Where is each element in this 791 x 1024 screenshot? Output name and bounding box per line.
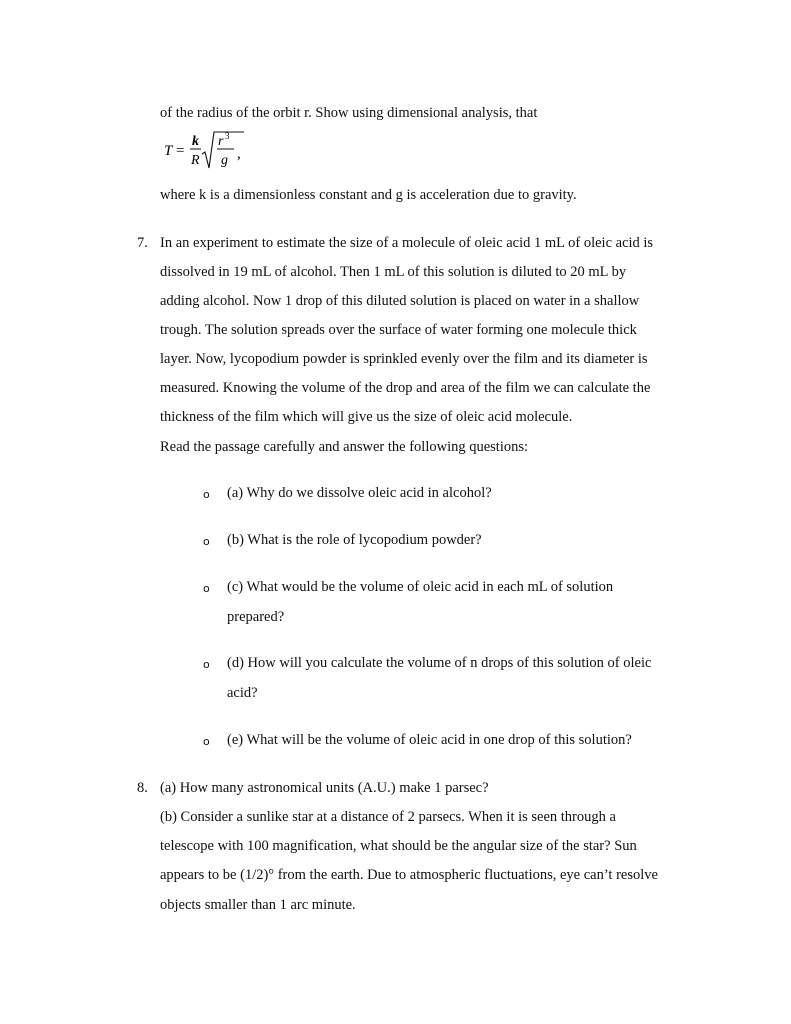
intro-text-line: where k is a dimensionless constant and g is acceleration due to gravity. bbox=[160, 187, 577, 203]
formula-radicand-denominator: g bbox=[221, 153, 228, 168]
bullet-icon: o bbox=[203, 488, 210, 501]
q7-text-line: adding alcohol. Now 1 drop of this diluted solution is placed on water in a shallow bbox=[160, 293, 640, 309]
q8-text-line: telescope with 100 magnification, what should be the angular size of the star? Sun bbox=[160, 838, 637, 854]
bullet-icon: o bbox=[203, 582, 210, 595]
q8-text-line: (a) How many astronomical units (A.U.) make 1 parsec? bbox=[160, 780, 489, 796]
subquestion-e: (e) What will be the volume of oleic acid in one drop of this solution? bbox=[227, 732, 632, 748]
formula-radicand-exponent: 3 bbox=[225, 131, 230, 141]
q8-text-line: appears to be (1/2)° from the earth. Due to atmospheric fluctuations, eye can’t resolve bbox=[160, 867, 658, 883]
q7-text-line: measured. Knowing the volume of the drop and area of the film we can calculate the bbox=[160, 380, 651, 396]
bullet-icon: o bbox=[203, 535, 210, 548]
q7-text-line: Read the passage carefully and answer the following questions: bbox=[160, 439, 529, 455]
q7-text-line: thickness of the film which will give us the size of oleic acid molecule. bbox=[160, 409, 573, 425]
subquestion-d-continued: acid? bbox=[227, 685, 258, 701]
period-formula-svg bbox=[162, 130, 262, 174]
q7-text-line: dissolved in 19 mL of alcohol. Then 1 mL of this solution is diluted to 20 mL by bbox=[160, 264, 627, 280]
subquestion-b: (b) What is the role of lycopodium powder? bbox=[227, 532, 482, 548]
intro-text-line: of the radius of the orbit r. Show using dimensional analysis, that bbox=[160, 105, 538, 121]
formula-denominator: R bbox=[191, 153, 200, 168]
formula-equals: = bbox=[176, 143, 185, 159]
subquestion-d: (d) How will you calculate the volume of n drops of this solution of oleic bbox=[227, 655, 652, 671]
bullet-icon: o bbox=[203, 658, 210, 671]
question-number: 7. bbox=[137, 235, 148, 251]
formula-trailing-comma: , bbox=[237, 146, 241, 162]
q7-text-line: trough. The solution spreads over the surface of water forming one molecule thick bbox=[160, 322, 637, 338]
q8-text-line: (b) Consider a sunlike star at a distance of 2 parsecs. When it is seen through a bbox=[160, 809, 616, 825]
subquestion-c: (c) What would be the volume of oleic acid in each mL of solution bbox=[227, 579, 614, 595]
q7-text-line: layer. Now, lycopodium powder is sprinkled evenly over the film and its diameter is bbox=[160, 351, 648, 367]
q7-text-line: In an experiment to estimate the size of a molecule of oleic acid 1 mL of oleic acid is bbox=[160, 235, 654, 251]
subquestion-a: (a) Why do we dissolve oleic acid in alcohol? bbox=[227, 485, 492, 501]
question-number: 8. bbox=[137, 780, 148, 796]
bullet-icon: o bbox=[203, 735, 210, 748]
formula-numerator: k bbox=[192, 134, 199, 149]
formula-lhs: T bbox=[164, 143, 173, 159]
formula-radicand-numerator: r bbox=[218, 134, 224, 149]
subquestion-c-continued: prepared? bbox=[227, 609, 285, 625]
period-formula bbox=[162, 130, 262, 174]
q8-text-line: objects smaller than 1 arc minute. bbox=[160, 897, 356, 913]
